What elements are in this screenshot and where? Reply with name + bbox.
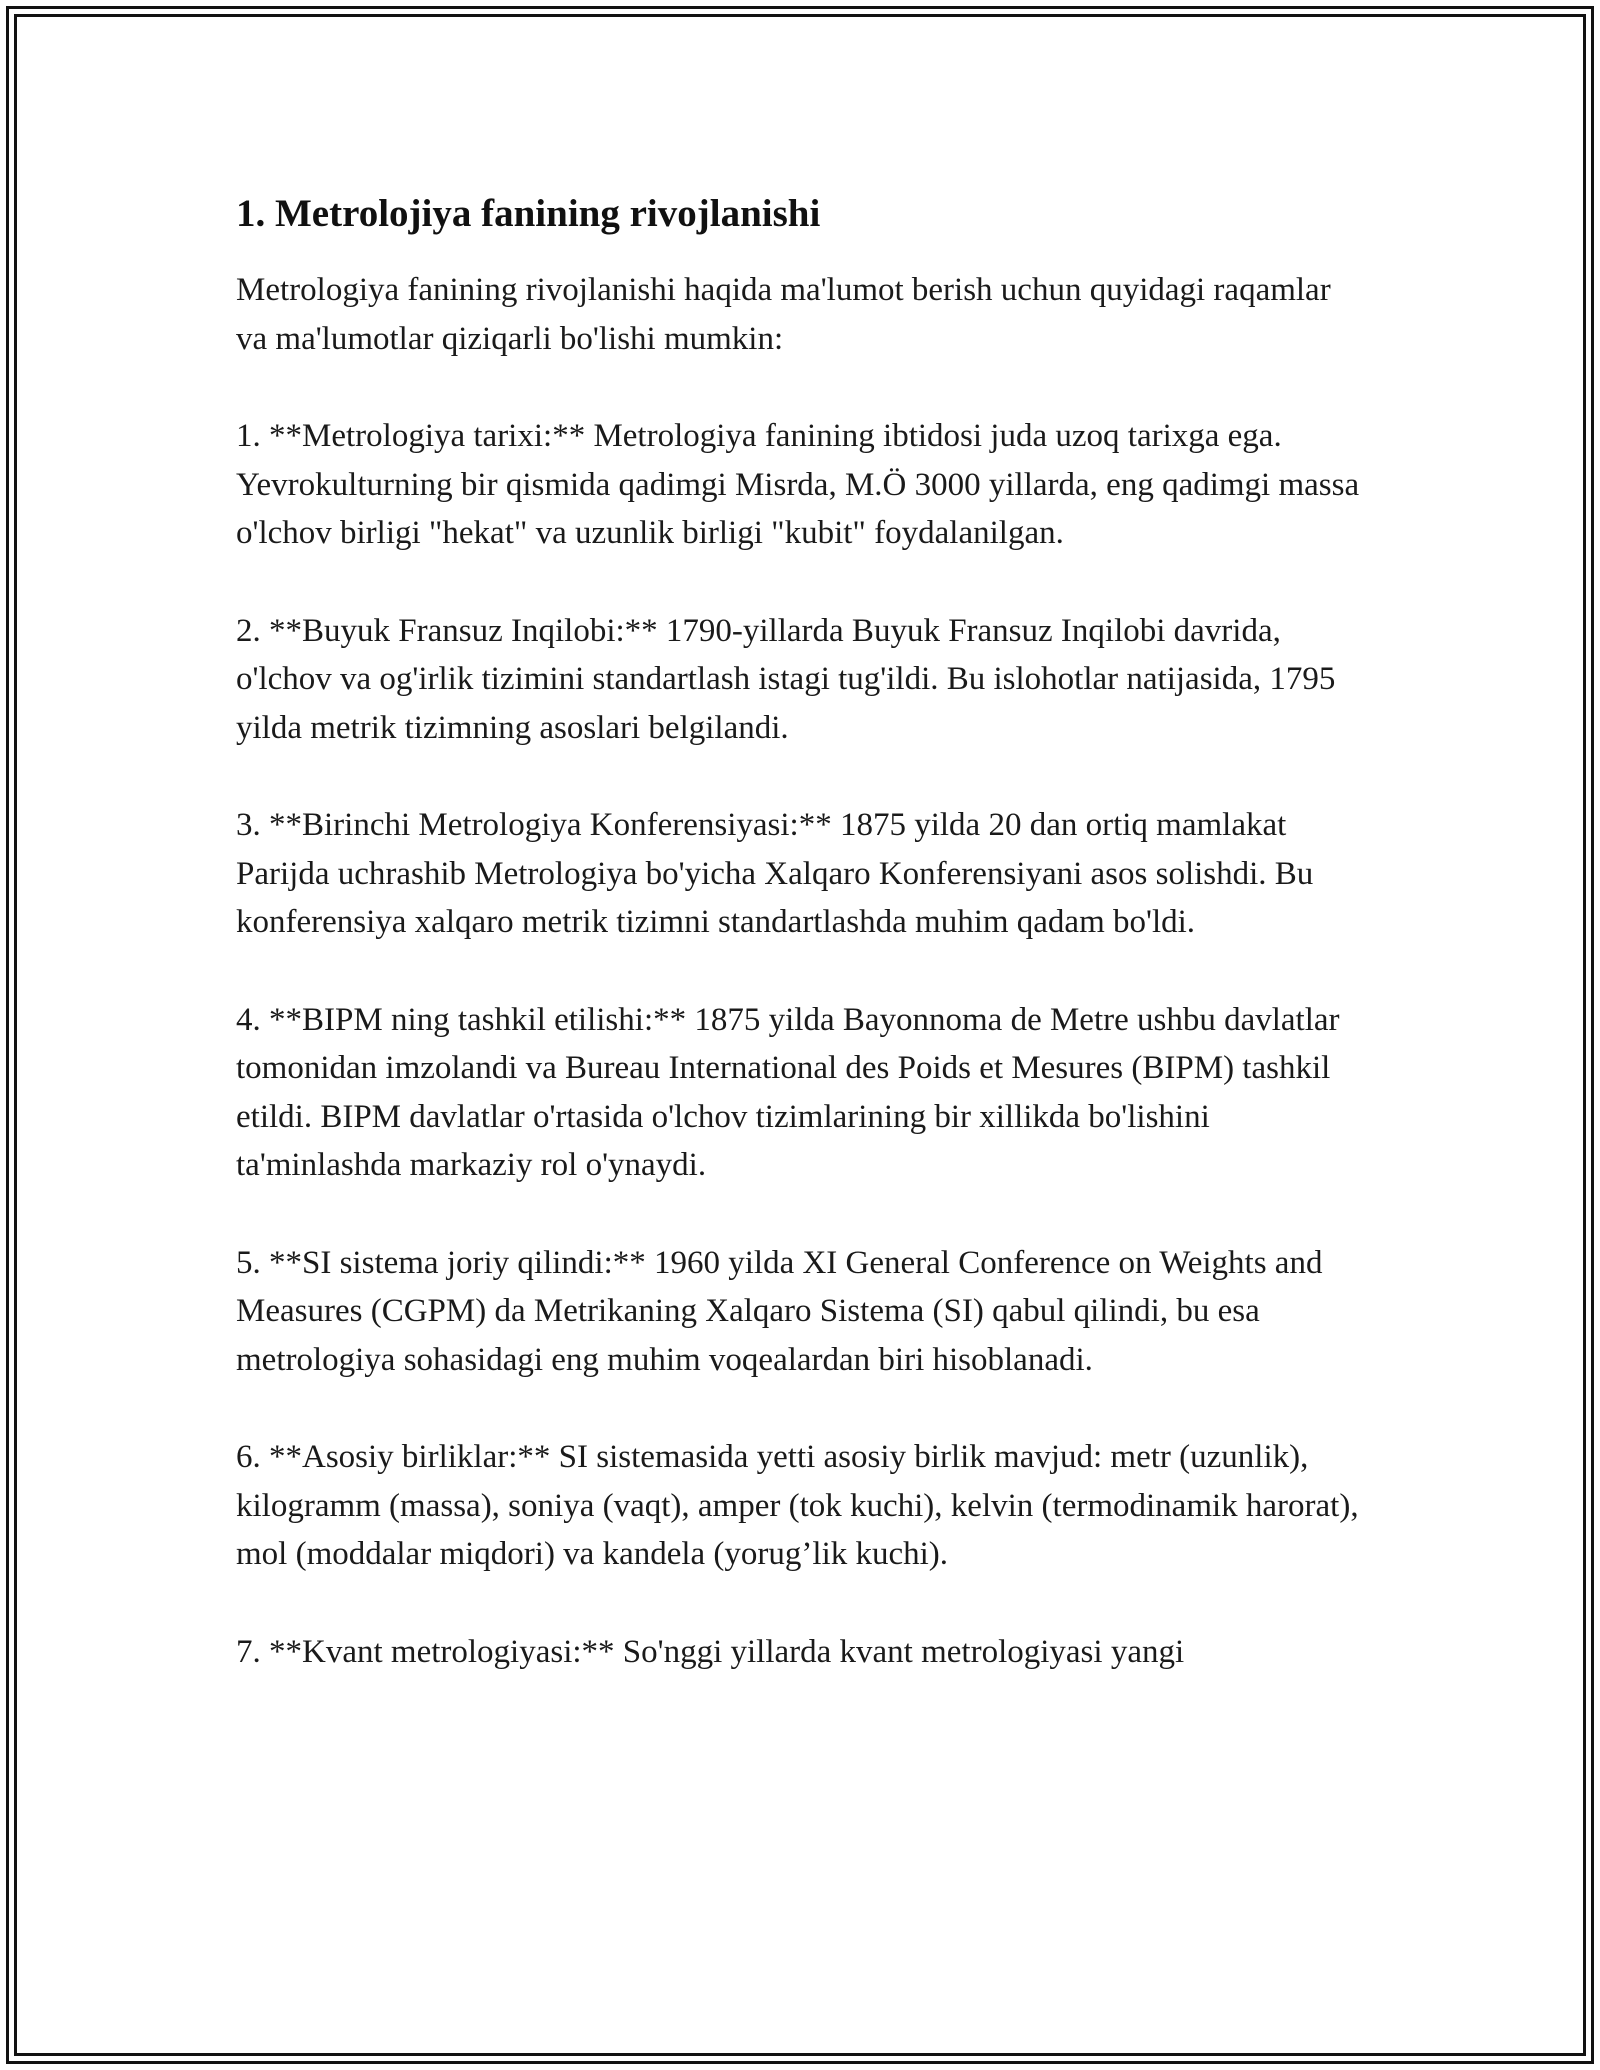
list-item: 6. **Asosiy birliklar:** SI sistemasida yetti asosiy birlik mavjud: metr (uzunlik), kilogramm (massa), soniya (vaqt), amper (tok kuchi), kelvin (termodinamik harorat), mol (moddalar miqdori) va kandela (yorug’lik kuchi). bbox=[236, 1439, 1359, 1572]
list-item: 2. **Buyuk Fransuz Inqilobi:** 1790-yillarda Buyuk Fransuz Inqilobi davrida, o'lchov va og'irlik tizimini standartlash istagi tug'ildi. Bu islohotlar natijasida, 1795 yilda metrik tizimning asoslari belgilandi. bbox=[236, 612, 1336, 746]
document-title: 1. Metrolojiya fanining rivojlanishi bbox=[236, 192, 821, 235]
list-item: 1. **Metrologiya tarixi:** Metrologiya fanining ibtidosi juda uzoq tarixga ega. Yevrokulturning bir qismida qadimgi Misrda, M.Ö 3000 yillarda, eng qadimgi massa o'lchov birligi "hekat" va uzunlik birligi "kubit" foydalanilgan. bbox=[236, 418, 1360, 551]
list-item: 5. **SI sistema joriy qilindi:** 1960 yilda XI General Conference on Weights and Measures (CGPM) da Metrikaning Xalqaro Sistema (SI) qabul qilindi, bu esa metrologiya sohasidagi eng muhim voqealardan biri hisoblanadi. bbox=[236, 1244, 1323, 1378]
list-item: 3. **Birinchi Metrologiya Konferensiyasi:** 1875 yilda 20 dan ortiq mamlakat Parijda uchrashib Metrologiya bo'yicha Xalqaro Konferensiyani asos solishdi. Bu konferensiya xalqaro metrik tizimni standartlashda muhim qadam bo'ldi. bbox=[236, 807, 1314, 940]
document-body bbox=[236, 186, 1366, 1676]
list-item: 7. **Kvant metrologiyasi:** So'nggi yillarda kvant metrologiyasi yangi bbox=[236, 1633, 1185, 1670]
list-item: 4. **BIPM ning tashkil etilishi:** 1875 yilda Bayonnoma de Metre ushbu davlatlar tomonidan imzolandi va Bureau International des Poids et Mesures (BIPM) tashkil etildi. BIPM davlatlar o'rtasida o'lchov tizimlarining bir xillikda bo'lishini ta'minlashda markaziy rol o'ynaydi. bbox=[236, 1001, 1340, 1183]
intro-paragraph: Metrologiya fanining rivojlanishi haqida ma'lumot berish uchun quyidagi raqamlar va ma'lumotlar qiziqarli bo'lishi mumkin: bbox=[236, 272, 1331, 357]
